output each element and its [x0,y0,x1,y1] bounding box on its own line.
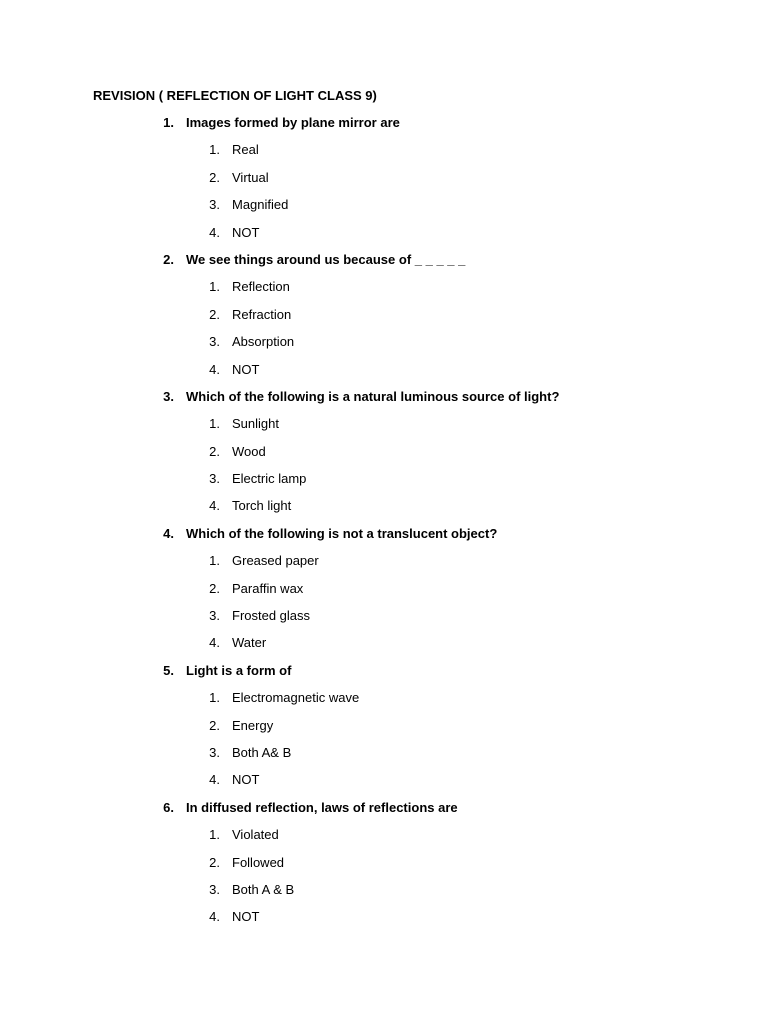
option-item [0,552,768,579]
option-text: Both A & B [232,881,295,897]
question-text: Light is a form of [186,662,292,678]
option-text: NOT [232,772,260,788]
question-5 [0,662,768,799]
option-text: Magnified [232,197,289,213]
option-text: Violated [232,827,279,843]
option-text: Greased paper [232,553,319,569]
question-number: 6. [163,799,174,815]
option-number: 1. [209,827,220,843]
option-item [0,141,768,168]
option-text: Both A& B [232,744,292,760]
option-item [0,607,768,634]
option-text: Absorption [232,334,295,350]
option-item [0,908,768,935]
question-number: 5. [163,662,174,678]
option-text: NOT [232,909,260,925]
option-number: 2. [209,306,220,322]
question-text: Which of the following is not a translucent object? [186,525,498,541]
option-number: 2. [209,443,220,459]
option-number: 4. [209,361,220,377]
option-item [0,443,768,470]
option-item [0,689,768,716]
option-item [0,169,768,196]
question-2 [0,251,768,388]
question-text: Which of the following is a natural luminous source of light? [186,388,560,404]
question-number: 3. [163,388,174,404]
option-number: 3. [209,197,220,213]
option-item [0,881,768,908]
question-4 [0,525,768,662]
option-text: Real [232,142,259,158]
question-text: Images formed by plane mirror are [186,115,400,130]
option-number: 3. [209,334,220,350]
option-text: Sunlight [232,416,279,432]
option-text: NOT [232,224,260,240]
option-number: 3. [209,608,220,624]
option-item [0,580,768,607]
question-line [0,388,768,415]
option-text: Followed [232,854,285,870]
option-item [0,361,768,388]
option-number: 3. [209,744,220,760]
question-6 [0,799,768,936]
option-number: 1. [209,553,220,569]
option-number: 4. [209,635,220,651]
option-text: Energy [232,717,274,733]
option-number: 2. [209,717,220,733]
option-number: 2. [209,854,220,870]
question-text: We see things around us because of _ _ _ _ _ [186,251,466,267]
option-item [0,744,768,771]
option-item [0,333,768,360]
question-text: In diffused reflection, laws of reflections are [186,799,458,815]
option-number: 4. [209,772,220,788]
option-number: 1. [209,279,220,295]
option-text: Frosted glass [232,608,311,624]
option-text: Electromagnetic wave [232,690,360,706]
question-number: 2. [163,251,174,267]
option-item [0,854,768,881]
option-number: 2. [209,169,220,185]
option-text: NOT [232,361,260,377]
option-text: Paraffin wax [232,580,304,596]
question-3 [0,388,768,525]
option-item [0,306,768,333]
option-text: Wood [232,443,266,459]
option-text: Refraction [232,306,292,322]
question-number: 1. [163,115,174,130]
option-text: Water [232,635,267,651]
option-number: 4. [209,498,220,514]
question-list [0,114,768,936]
option-number: 3. [209,881,220,897]
option-item [0,771,768,798]
option-number: 4. [209,224,220,240]
option-item [0,826,768,853]
option-item [0,415,768,442]
option-item [0,717,768,744]
question-1 [0,114,768,251]
option-item [0,497,768,524]
question-line [0,251,768,278]
option-text: Electric lamp [232,471,307,487]
option-item [0,278,768,305]
option-number: 3. [209,471,220,487]
option-item [0,634,768,661]
question-line [0,114,768,141]
question-line [0,525,768,552]
document-title: REVISION ( REFLECTION OF LIGHT CLASS 9) [93,88,377,103]
question-line [0,662,768,689]
option-text: Reflection [232,279,290,295]
option-item [0,196,768,223]
question-number: 4. [163,525,174,541]
option-number: 1. [209,416,220,432]
option-item [0,224,768,251]
option-number: 1. [209,142,220,158]
option-number: 4. [209,909,220,925]
option-text: Torch light [232,498,292,514]
option-item [0,470,768,497]
question-line [0,799,768,826]
option-number: 1. [209,690,220,706]
option-text: Virtual [232,169,269,185]
option-number: 2. [209,580,220,596]
